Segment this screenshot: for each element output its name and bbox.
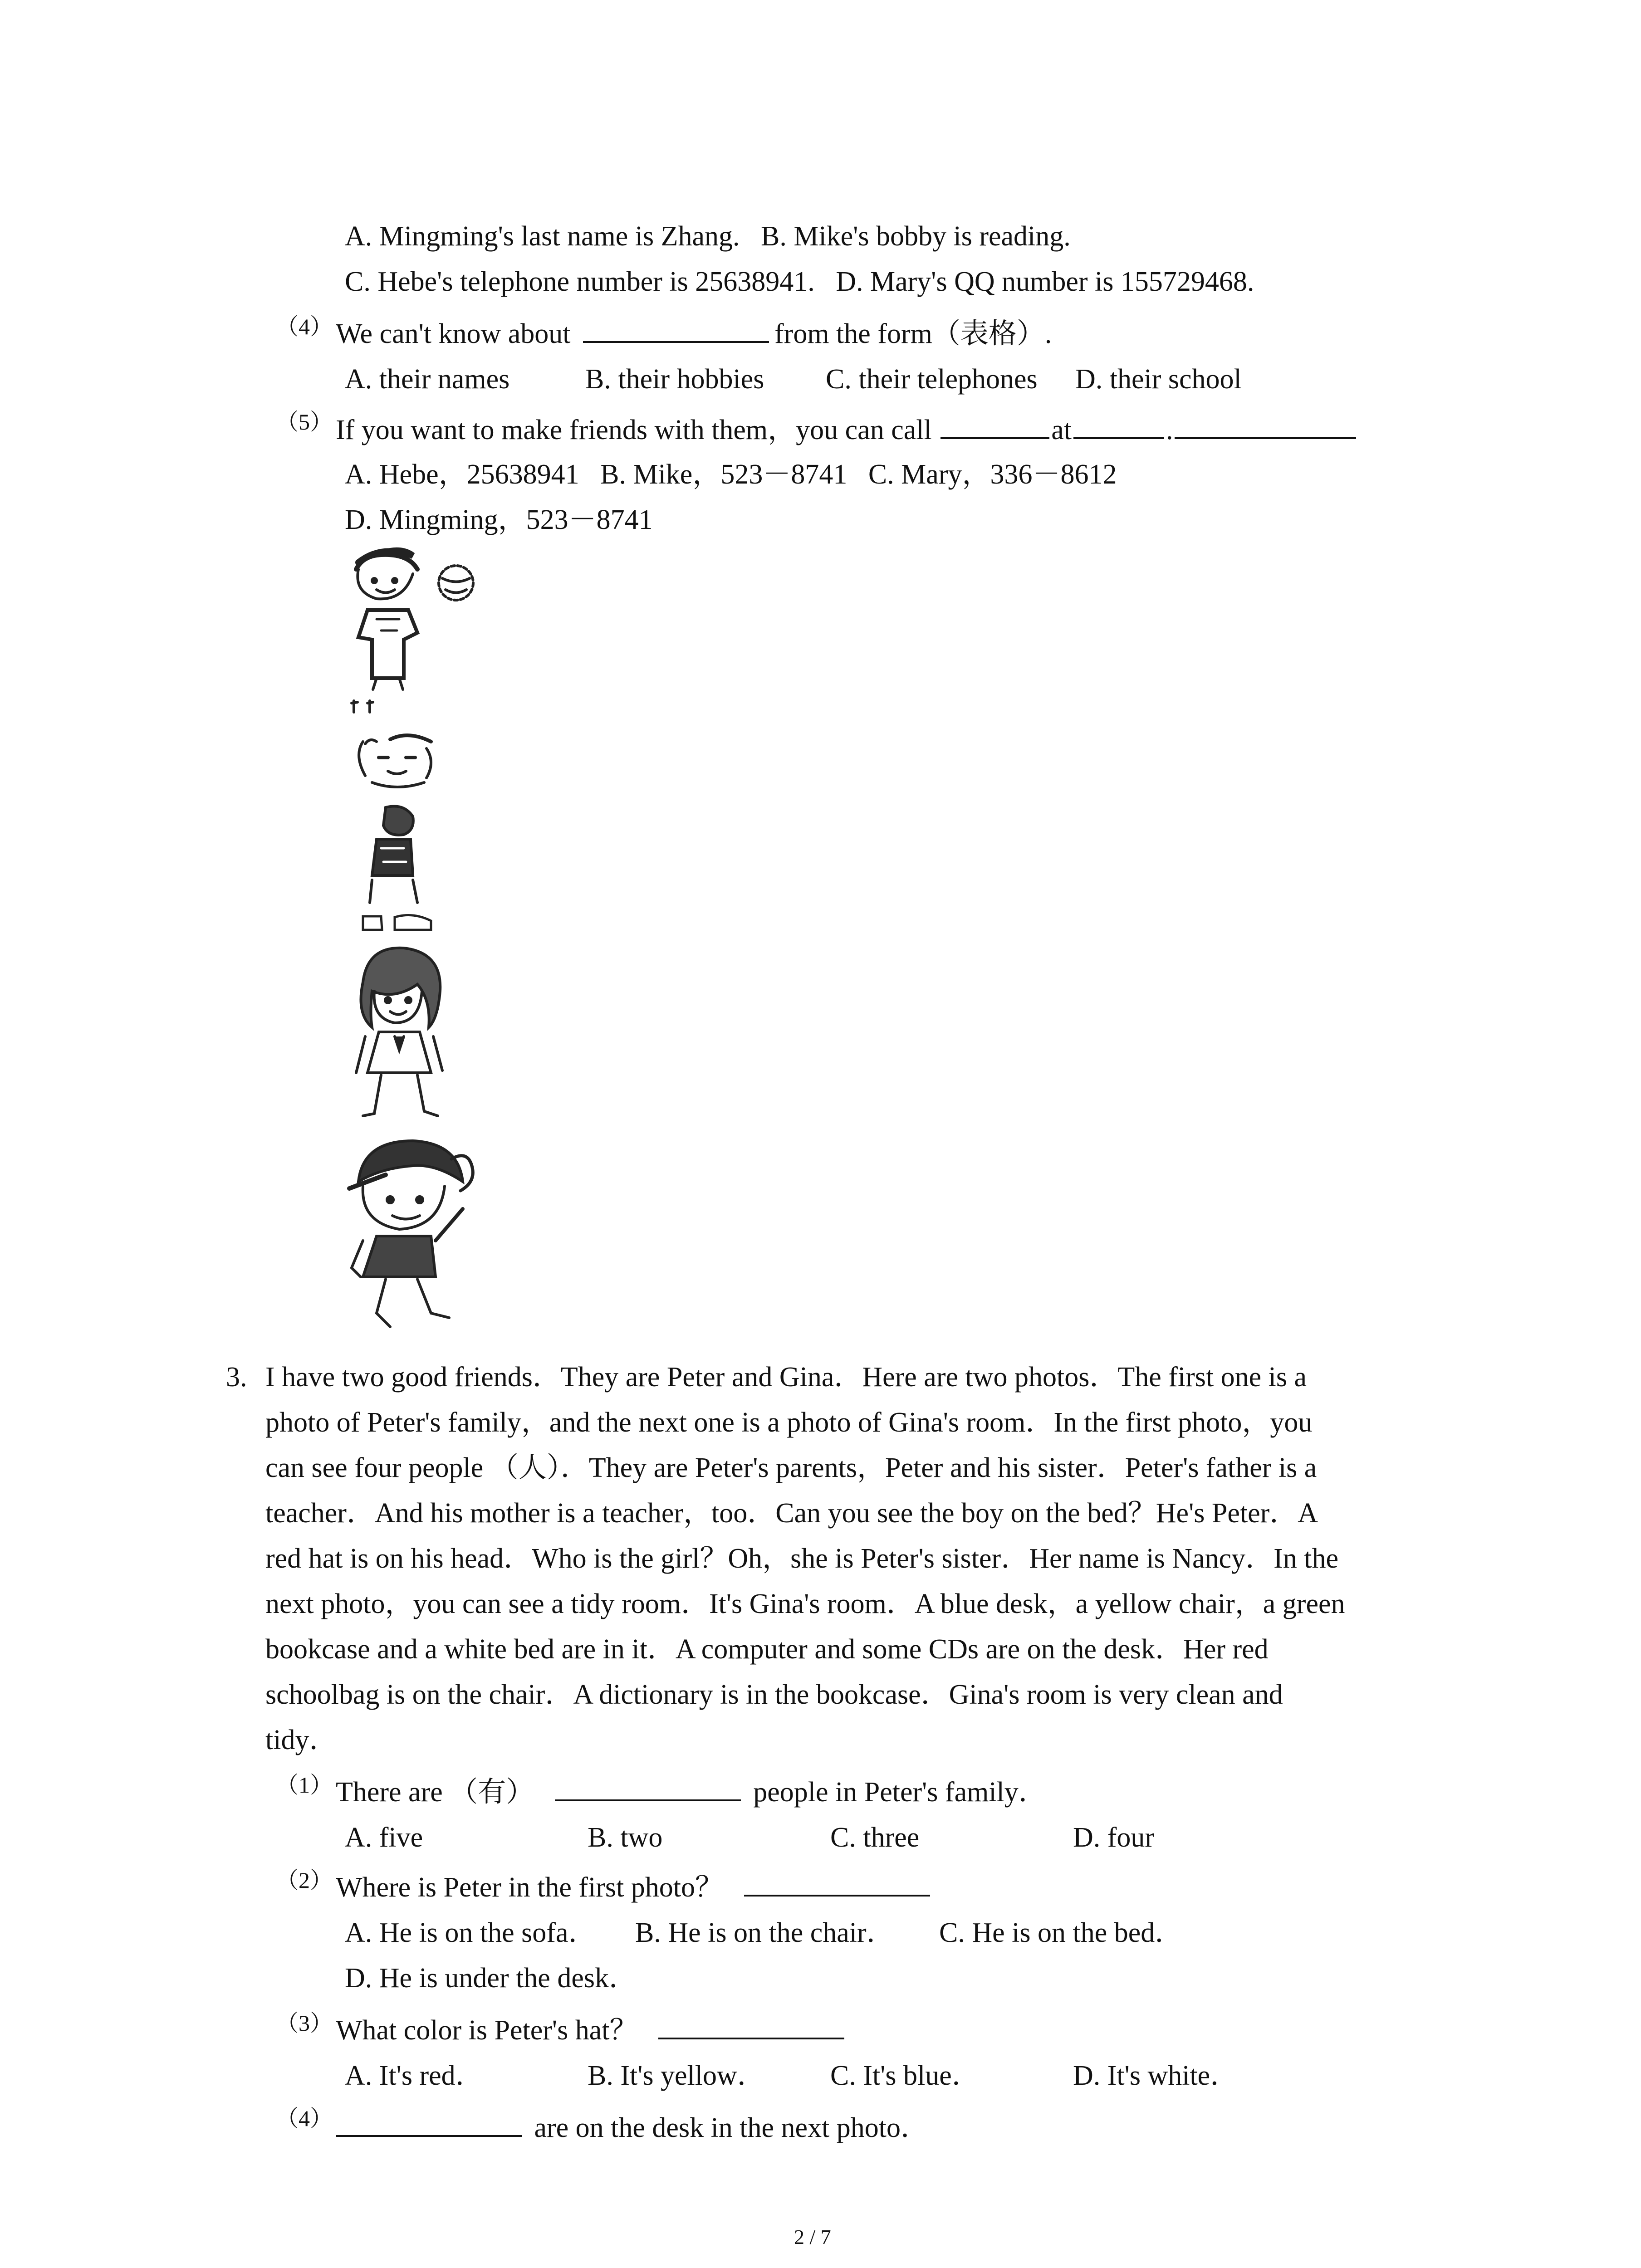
option-a: A. Mingming's last name is Zhang. <box>345 221 740 252</box>
question-number: （2） <box>276 1867 333 1893</box>
option-line <box>345 222 1071 250</box>
boy-face-illustration <box>345 699 463 794</box>
question-text <box>336 1871 936 1901</box>
question-text <box>336 318 1052 348</box>
passage-line: red hat is on his head．Who is the girl？Oh，she is Peter's sister．Her name is Nancy．In the <box>265 1543 1338 1574</box>
option-d: D. four <box>1073 1822 1155 1853</box>
answer-blank[interactable] <box>658 2014 844 2039</box>
question-number: （4） <box>276 2106 333 2131</box>
question-text <box>336 414 1358 444</box>
option-a: A. their names <box>345 364 510 395</box>
option-c: C. three <box>830 1822 920 1853</box>
option-d: D. He is under the desk． <box>345 1963 637 1994</box>
question-text <box>336 1776 1047 1806</box>
question-number: （1） <box>276 1772 333 1798</box>
passage-line: next photo，you can see a tidy room．It's Gina's room．A blue desk，a yellow chair，a green <box>265 1589 1345 1619</box>
answer-blank[interactable] <box>744 1871 930 1897</box>
question-dot: . <box>1166 415 1173 445</box>
question-text-main: Where is Peter in the first photo？ <box>336 1872 724 1903</box>
question-number: （3） <box>276 2010 333 2036</box>
boy-with-cap-illustration <box>345 1132 485 1331</box>
option-line <box>345 1823 1154 1852</box>
option-d: D. Mary's QQ number is 155729468. <box>836 266 1254 297</box>
question-before: There are （有） <box>336 1777 534 1808</box>
passage-line: tidy． <box>265 1725 338 1755</box>
question-after: from the form（表格）. <box>774 318 1052 349</box>
option-line <box>345 1919 1183 1947</box>
question-after: are on the desk in the next photo． <box>534 2112 929 2143</box>
option-c: C. He is on the bed． <box>939 1917 1183 1948</box>
option-line <box>345 1964 637 1992</box>
option-c: C. It's blue． <box>830 2060 980 2091</box>
answer-blank[interactable] <box>583 318 769 343</box>
question-number: 3. <box>226 1362 247 1393</box>
question-after: people in Peter's family． <box>753 1777 1047 1808</box>
answer-blank[interactable] <box>1175 414 1356 439</box>
passage-line: photo of Peter's family，and the next one is a photo of Gina's room．In the first photo，you <box>265 1407 1313 1438</box>
option-c: C. their telephones <box>826 364 1038 395</box>
question-before: We can't know about <box>336 318 571 349</box>
passage-line: teacher．And his mother is a teacher，too．Can you see the boy on the bed？He's Peter．A <box>265 1498 1318 1529</box>
question-number: （4） <box>276 314 333 339</box>
option-line <box>345 365 1242 393</box>
option-b: B. their hobbies <box>585 364 764 395</box>
option-c: C. Hebe's telephone number is 25638941. <box>345 266 815 297</box>
option-line <box>345 268 1254 296</box>
answer-blank[interactable] <box>941 414 1049 439</box>
option-line <box>345 460 1117 489</box>
question-text <box>336 2014 850 2044</box>
answer-blank[interactable] <box>336 2112 522 2137</box>
option-d: D. Mingming，523－8741 <box>345 504 653 535</box>
question-before: If you want to make friends with them，you can call <box>336 415 932 445</box>
question-number: （5） <box>276 409 333 435</box>
option-a: A. five <box>345 1822 423 1853</box>
passage-line: bookcase and a white bed are in it．A computer and some CDs are on the desk．Her red <box>265 1634 1269 1665</box>
option-b: B. Mike's bobby is reading. <box>760 221 1071 252</box>
passage-line: schoolbag is on the chair．A dictionary is in the bookcase．Gina's room is very clean and <box>265 1679 1283 1710</box>
option-a: A. It's red． <box>345 2060 484 2091</box>
question-text <box>336 2112 929 2142</box>
answer-blank[interactable] <box>1073 414 1164 439</box>
question-at: at <box>1051 415 1072 445</box>
answer-blank[interactable] <box>555 1776 741 1801</box>
option-d: D. It's white． <box>1073 2060 1239 2091</box>
option-a: A. Hebe，25638941 <box>345 459 579 490</box>
option-b: B. It's yellow． <box>588 2060 765 2091</box>
option-line <box>345 506 653 534</box>
passage-line: I have two good friends．They are Peter and Gina．Here are two photos．The first one is a <box>265 1362 1307 1393</box>
option-d: D. their school <box>1075 364 1242 395</box>
option-b: B. He is on the chair． <box>635 1917 895 1948</box>
option-b: B. Mike，523－8741 <box>600 459 847 490</box>
option-a: A. He is on the sofa． <box>345 1917 597 1948</box>
page-number: 2 / 7 <box>794 2225 831 2248</box>
girl-illustration <box>345 941 454 1123</box>
option-c: C. Mary，336－8612 <box>868 459 1117 490</box>
passage-line: can see four people （人）．They are Peter's parents，Peter and his sister．Peter's father is a <box>265 1452 1317 1483</box>
boy-with-ball-illustration <box>345 542 495 692</box>
option-b: B. two <box>588 1822 663 1853</box>
question-text-main: What color is Peter's hat？ <box>336 2015 638 2046</box>
option-line <box>345 2062 1238 2090</box>
child-figure-illustration <box>345 798 445 934</box>
